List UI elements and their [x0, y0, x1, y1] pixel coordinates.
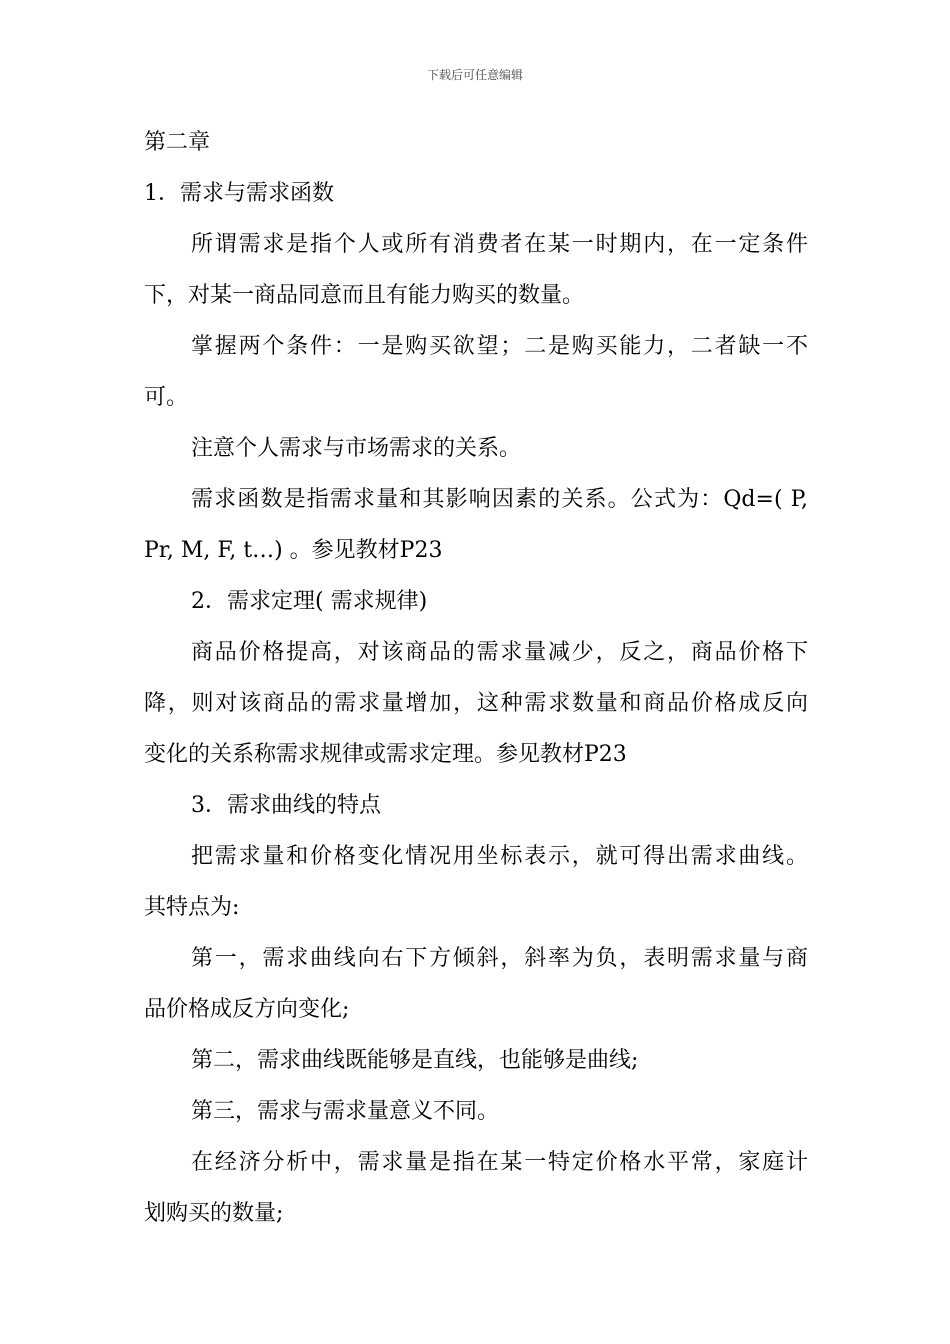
body-line: 划购买的数量;: [144, 1201, 284, 1226]
body-line: 需求函数是指需求量和其影响因素的关系。公式为：Qd=( P,: [191, 487, 808, 512]
body-line: 把需求量和价格变化情况用坐标表示，就可得出需求曲线。: [191, 844, 808, 869]
body-line: 商品价格提高，对该商品的需求量减少，反之，商品价格下: [191, 640, 808, 665]
body-line: 降，则对该商品的需求量增加，这种需求数量和商品价格成反向: [144, 691, 808, 716]
body-line: 注意个人需求与市场需求的关系。: [191, 436, 522, 461]
body-line: 第三，需求与需求量意义不同。: [191, 1099, 500, 1124]
header-note: 下载后可任意编辑: [426, 68, 523, 82]
body-line: 第二，需求曲线既能够是直线，也能够是曲线;: [191, 1048, 639, 1073]
section-heading-1: 1．需求与需求函数: [144, 181, 334, 206]
body-line: 第一，需求曲线向右下方倾斜，斜率为负，表明需求量与商: [191, 946, 808, 971]
body-line: 变化的关系称需求规律或需求定理。参见教材P23: [144, 742, 627, 767]
body-line: 下，对某一商品同意而且有能力购买的数量。: [144, 283, 585, 308]
body-line: 品价格成反方向变化;: [144, 997, 350, 1022]
chapter-title: 第二章: [144, 130, 211, 155]
document-body: [144, 117, 808, 1239]
body-line: 可。: [144, 385, 189, 410]
body-line: 掌握两个条件：一是购买欲望；二是购买能力，二者缺一不: [191, 334, 808, 359]
section-heading-2: 2．需求定理( 需求规律): [191, 589, 428, 614]
section-heading-3: 3．需求曲线的特点: [191, 793, 381, 818]
body-line: Pr, M, F, t…) 。参见教材P23: [144, 538, 443, 563]
body-line: 其特点为:: [144, 895, 240, 920]
body-line: 所谓需求是指个人或所有消费者在某一时期内，在一定条件: [191, 232, 808, 257]
body-line: 在经济分析中，需求量是指在某一特定价格水平常，家庭计: [191, 1150, 808, 1175]
